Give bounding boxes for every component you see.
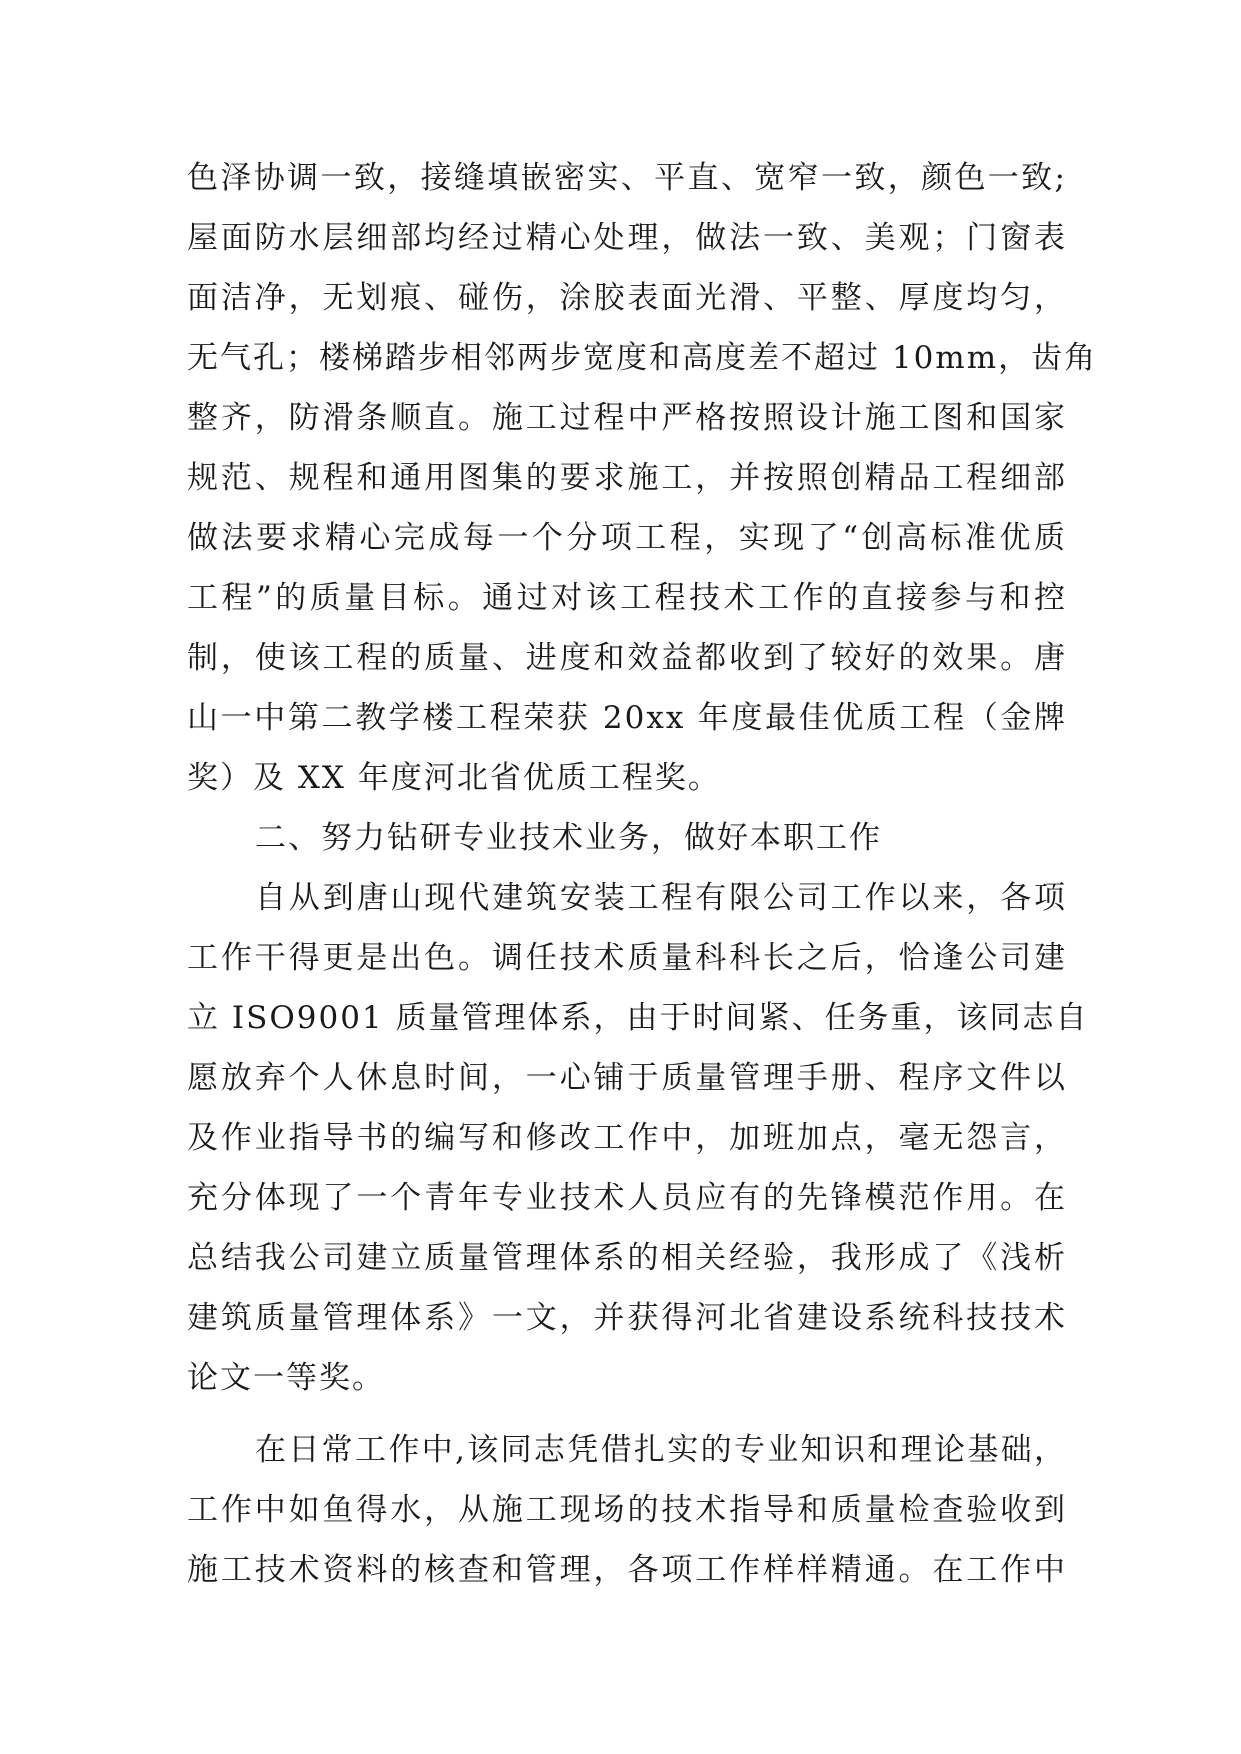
text-line: 工作干得更是出色。调任技术质量科科长之后，恰逢公司建 (187, 940, 1067, 976)
section-heading: 二、努力钻研专业技术业务，做好本职工作 (255, 820, 882, 856)
text-line: 山一中第二教学楼工程荣获 20xx 年度最佳优质工程（金牌 (187, 700, 1067, 736)
text-line: 总结我公司建立质量管理体系的相关经验，我形成了《浅析 (187, 1240, 1067, 1276)
paragraph-1 (187, 148, 1098, 808)
text-line: 规范、规程和通用图集的要求施工，并按照创精品工程细部 (187, 460, 1067, 496)
text-line: 奖）及 XX 年度河北省优质工程奖。 (187, 760, 721, 796)
paragraph-gap (187, 1408, 1067, 1420)
text-line: 做法要求精心完成每一个分项工程，实现了“创高标准优质 (187, 520, 1067, 556)
text-line: 建筑质量管理体系》一文，并获得河北省建设系统科技技术 (187, 1300, 1067, 1336)
paragraph-3 (187, 1420, 1067, 1600)
text-line: 及作业指导书的编写和修改工作中，加班加点，毫无怨言， (187, 1120, 1067, 1156)
text-line: 自从到唐山现代建筑安装工程有限公司工作以来，各项 (255, 880, 1067, 916)
text-line: 工程”的质量目标。通过对该工程技术工作的直接参与和控 (187, 580, 1067, 616)
text-line: 面洁净，无划痕、碰伤，涂胶表面光滑、平整、厚度均匀， (187, 280, 1067, 316)
text-line: 无气孔；楼梯踏步相邻两步宽度和高度差不超过 10mm，齿角 (187, 340, 1098, 376)
text-line: 工作中如鱼得水，从施工现场的技术指导和质量检查验收到 (187, 1492, 1067, 1528)
paragraph-2 (187, 868, 1089, 1408)
text-line: 立 ISO9001 质量管理体系，由于时间紧、任务重，该同志自 (187, 1000, 1089, 1036)
text-line: 在日常工作中,该同志凭借扎实的专业知识和理论基础， (255, 1432, 1067, 1468)
text-line: 论文一等奖。 (187, 1360, 385, 1396)
text-line: 整齐，防滑条顺直。施工过程中严格按照设计施工图和国家 (187, 400, 1067, 436)
text-line: 愿放弃个人休息时间，一心铺于质量管理手册、程序文件以 (187, 1060, 1067, 1096)
text-line: 制，使该工程的质量、进度和效益都收到了较好的效果。唐 (187, 640, 1067, 676)
text-line: 色泽协调一致，接缝填嵌密实、平直、宽窄一致，颜色一致; (187, 160, 1067, 196)
text-line: 屋面防水层细部均经过精心处理，做法一致、美观；门窗表 (187, 220, 1067, 256)
document-body (187, 148, 1098, 1600)
text-line: 充分体现了一个青年专业技术人员应有的先锋模范作用。在 (187, 1180, 1067, 1216)
text-line: 施工技术资料的核查和管理，各项工作样样精通。在工作中 (187, 1552, 1067, 1588)
